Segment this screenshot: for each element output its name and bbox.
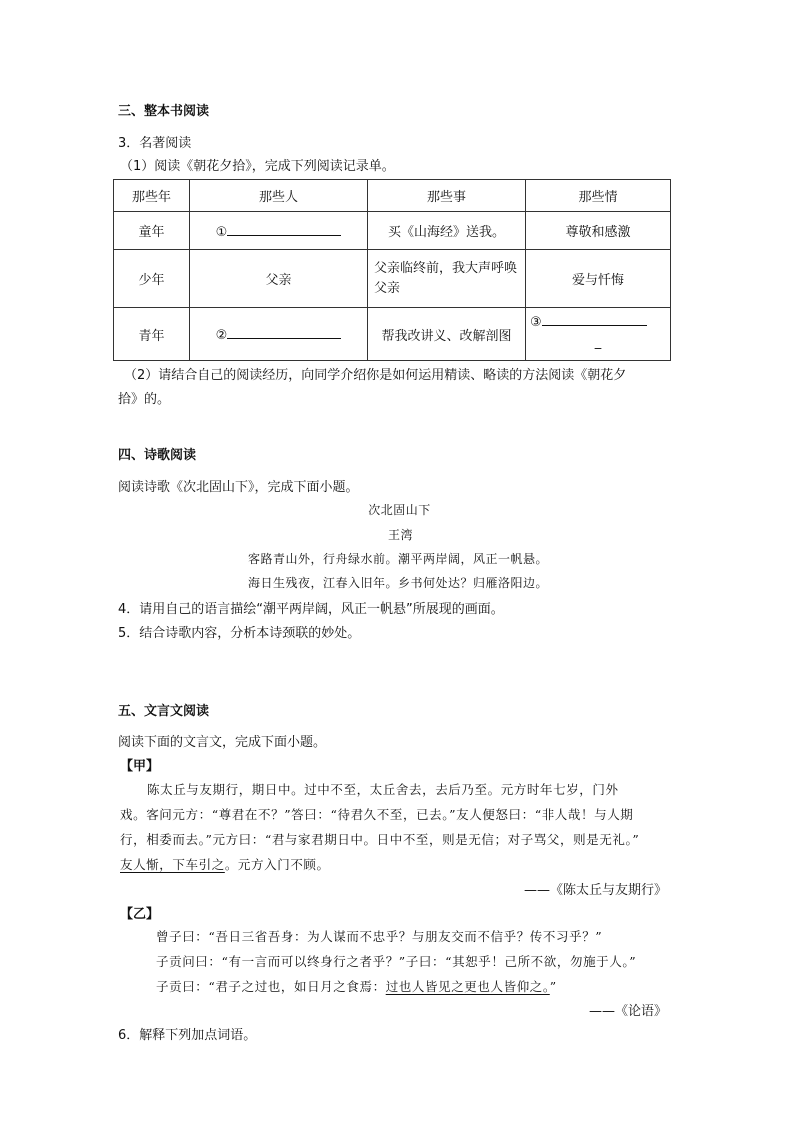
table-row bbox=[114, 308, 671, 361]
passage-yi-line: 子贡问曰：“有一言而可以终身行之者乎？”子曰：“其恕乎！己所不欲，勿施于人。” bbox=[156, 954, 637, 969]
section-title-3: 三、整本书阅读 bbox=[118, 104, 210, 119]
blank-marker: ② bbox=[215, 328, 228, 343]
table-row bbox=[114, 250, 671, 308]
event-cell: 买《山海经》送我。 bbox=[368, 212, 526, 250]
reading-record-table bbox=[113, 179, 671, 361]
person-blank-cell bbox=[190, 308, 368, 361]
passage-text: 子贡曰：“君子之过也，如日月之食焉： bbox=[156, 979, 386, 994]
question-3-2: （2）请结合自己的阅读经历，向同学介绍你是如何运用精读、略读的方法阅读《朝花夕 bbox=[124, 368, 627, 383]
question-5: 5．结合诗歌内容，分析本诗颈联的妙处。 bbox=[118, 626, 361, 641]
answer-blank[interactable] bbox=[227, 325, 341, 339]
underlined-sentence: 友人惭，下车引之 bbox=[120, 857, 225, 872]
emotion-blank-cell bbox=[526, 308, 671, 361]
poem-line: 客路青山外，行舟绿水前。潮平两岸阔，风正一帆悬。 bbox=[248, 552, 549, 566]
blank-marker: ① bbox=[215, 224, 228, 240]
person-cell: 父亲 bbox=[190, 250, 368, 308]
blank-marker: ③ bbox=[530, 315, 542, 330]
emotion-cell: 尊敬和感激 bbox=[526, 212, 671, 250]
section-title-5: 五、文言文阅读 bbox=[118, 704, 210, 719]
passage-yi-line bbox=[156, 977, 557, 995]
poem-intro: 阅读诗歌《次北固山下》，完成下面小题。 bbox=[118, 480, 359, 495]
passage-jia-line: 戏。客问元方：“尊君在不？”答曰：“待君久不至，已去。”友人便怒曰：“非人哉！与人期 bbox=[120, 807, 634, 822]
question-3: 3．名著阅读 bbox=[118, 136, 192, 151]
question-4: 4．请用自己的语言描绘“潮平两岸阔，风正一帆悬”所展现的画面。 bbox=[118, 602, 504, 617]
event-cell: 帮我改讲义、改解剖图 bbox=[368, 308, 526, 361]
question-6: 6．解释下列加点词语。 bbox=[118, 1028, 257, 1043]
question-3-2-cont: 拾》的。 bbox=[118, 392, 171, 407]
header-cell: 那些情 bbox=[526, 180, 671, 212]
header-cell: 那些年 bbox=[114, 180, 190, 212]
poem-line: 海日生残夜，江春入旧年。乡书何处达？归雁洛阳边。 bbox=[248, 576, 549, 590]
question-3-1: （1）阅读《朝花夕拾》，完成下列阅读记录单。 bbox=[120, 159, 395, 174]
section-title-4: 四、诗歌阅读 bbox=[118, 448, 197, 463]
passage-yi-line: 曾子曰：“吾日三省吾身：为人谋而不忠乎？与朋友交而不信乎？传不习乎？” bbox=[156, 929, 603, 944]
blank-tail: _ bbox=[594, 335, 602, 350]
table-header-row bbox=[114, 180, 671, 212]
passage-text: ” bbox=[549, 979, 557, 994]
year-cell: 青年 bbox=[114, 308, 190, 361]
passage-jia-line: 陈太丘与友期行，期日中。过中不至，太丘舍去，去后乃至。元方时年七岁，门外 bbox=[147, 782, 619, 797]
classical-intro: 阅读下面的文言文，完成下面小题。 bbox=[118, 735, 327, 750]
emotion-cell: 爱与忏悔 bbox=[526, 250, 671, 308]
source-yi: ——《论语》 bbox=[588, 1004, 667, 1019]
passage-text: 。元方入门不顾。 bbox=[224, 857, 330, 872]
header-cell: 那些人 bbox=[190, 180, 368, 212]
underlined-sentence: 过也人皆见之更也人皆仰之。 bbox=[385, 979, 550, 994]
header-cell: 那些事 bbox=[368, 180, 526, 212]
year-cell: 少年 bbox=[114, 250, 190, 308]
table-row bbox=[114, 212, 671, 250]
passage-label-jia: 【甲】 bbox=[120, 759, 160, 774]
poem-author: 王湾 bbox=[387, 528, 413, 542]
person-blank-cell bbox=[190, 212, 368, 250]
source-jia: ——《陈太丘与友期行》 bbox=[523, 883, 667, 898]
passage-label-yi: 【乙】 bbox=[120, 907, 160, 922]
passage-jia-line: 行，相委而去。”元方曰：“君与家君期日中。日中不至，则是无信；对子骂父，则是无礼。” bbox=[120, 832, 640, 847]
answer-blank[interactable] bbox=[542, 312, 647, 326]
event-cell: 父亲临终前，我大声呼唤父亲 bbox=[368, 250, 526, 308]
answer-blank[interactable] bbox=[227, 222, 341, 236]
year-cell: 童年 bbox=[114, 212, 190, 250]
passage-jia-line bbox=[120, 855, 330, 873]
poem-title: 次北固山下 bbox=[368, 503, 431, 517]
